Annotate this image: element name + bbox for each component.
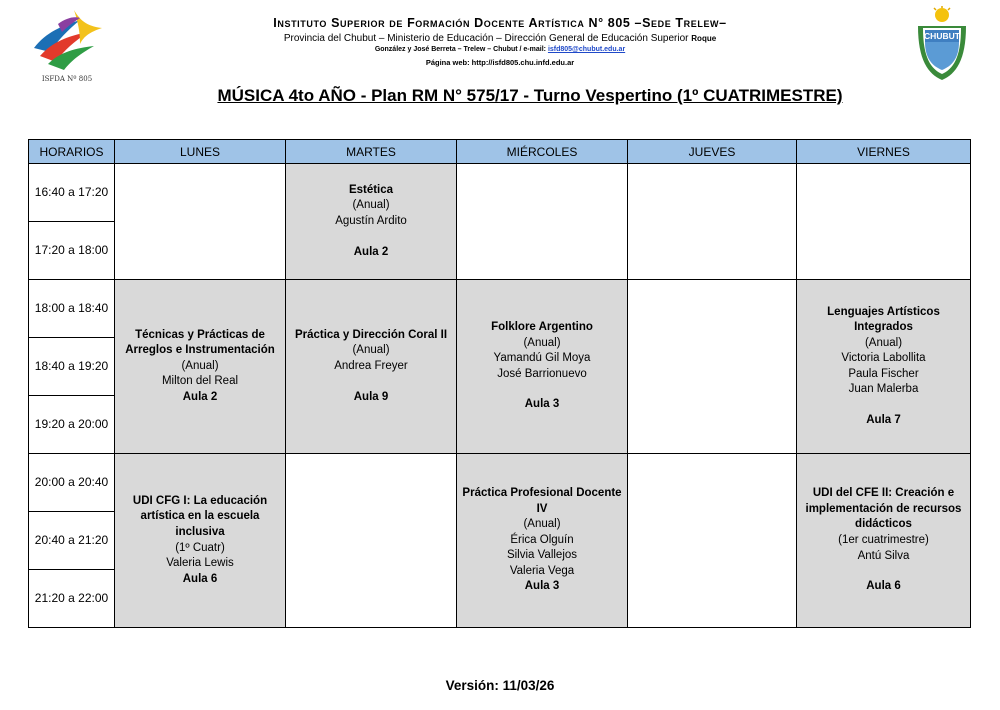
empty-cell: [457, 164, 628, 280]
teacher-name: Victoria Labollita: [841, 352, 926, 365]
subject-name: Lenguajes Artísticos Integrados: [827, 305, 940, 334]
time-slot: 20:40 a 21:20: [29, 512, 115, 570]
teacher-name: José Barrionuevo: [497, 367, 587, 380]
class-block-udi-cfg: [115, 454, 286, 628]
province-tail: Roque: [691, 34, 717, 44]
class-block-practica: [457, 454, 628, 628]
table-row: [29, 454, 971, 512]
shield-text: CHUBUT: [924, 31, 960, 41]
subject-period: (Anual): [352, 344, 390, 357]
empty-cell: [115, 164, 286, 280]
subject-period: (Anual): [523, 518, 561, 531]
time-slot: 18:00 a 18:40: [29, 280, 115, 338]
empty-cell: [628, 280, 797, 454]
province-text: Provincia del Chubut – Ministerio de Educación – Dirección General de Educación Superior: [283, 33, 689, 45]
institute-name: Instituto Superior de Formación Docente Artística N° 805 –Sede Trelew–: [273, 16, 727, 30]
empty-cell: [628, 164, 797, 280]
empty-cell: [286, 454, 457, 628]
class-block-coral: [286, 280, 457, 454]
province-line: [180, 33, 820, 45]
teacher-name: Milton del Real: [161, 375, 239, 388]
subject-period: (Anual): [352, 199, 390, 212]
letterhead: [180, 16, 820, 68]
room-label: Aula 2: [182, 390, 218, 403]
teacher-name: Valeria Lewis: [166, 557, 234, 570]
subject-period: (1º Cuatr): [175, 541, 225, 554]
teacher-name: Agustín Ardito: [335, 215, 407, 227]
subject-name: UDI del CFE II: Creación e implementación de recursos didácticos: [805, 487, 962, 531]
col-jueves: JUEVES: [628, 140, 797, 164]
table-row: [29, 164, 971, 222]
class-block-udi-cfe: [797, 454, 971, 628]
class-block-estetica: [286, 164, 457, 280]
room-label: Aula 6: [866, 580, 901, 593]
logo-caption: ISFDA Nº 805: [41, 75, 93, 83]
subject-name: Técnicas y Prácticas de Arreglos e Instrumentación: [125, 328, 275, 357]
teacher-name: Silvia Vallejos: [506, 549, 578, 562]
web-line: [180, 59, 820, 68]
teacher-name: Érica Olguín: [510, 533, 574, 546]
chubut-shield: [914, 6, 970, 82]
time-slot: 20:00 a 20:40: [29, 454, 115, 512]
version-label: Versión: 11/03/26: [445, 678, 555, 693]
col-miercoles: MIÉRCOLES: [457, 140, 628, 164]
time-slot: 18:40 a 19:20: [29, 338, 115, 396]
time-slot: 16:40 a 17:20: [29, 164, 115, 222]
subject-name: Práctica Profesional Docente IV: [462, 487, 622, 515]
subject-period: (Anual): [181, 359, 219, 372]
table-row: [29, 280, 971, 338]
col-viernes: VIERNES: [797, 140, 971, 164]
institute-logo: [28, 6, 106, 88]
class-block-lenguajes: [797, 280, 971, 454]
room-label: Aula 9: [353, 390, 389, 403]
subject-name: Práctica y Dirección Coral II: [294, 328, 448, 341]
room-label: Aula 3: [524, 580, 560, 593]
room-label: Aula 7: [866, 413, 901, 426]
isfda-logo-icon: [28, 6, 106, 72]
subject-period: (1er cuatrimestre): [838, 534, 929, 546]
subject-name: Folklore Argentino: [491, 321, 593, 334]
time-slot: 21:20 a 22:00: [29, 570, 115, 628]
email-link[interactable]: isfd805@chubut.edu.ar: [547, 45, 626, 53]
room-label: Aula 2: [353, 245, 389, 258]
time-slot: 19:20 a 20:00: [29, 396, 115, 454]
empty-cell: [628, 454, 797, 628]
chubut-shield-icon: [914, 6, 970, 82]
teacher-name: Valeria Vega: [509, 564, 575, 577]
room-label: Aula 3: [524, 398, 560, 411]
teacher-name: Paula Fischer: [848, 367, 919, 380]
subject-period: (Anual): [523, 336, 561, 349]
address-line: [180, 46, 820, 54]
page-title: MÚSICA 4to AÑO - Plan RM N° 575/17 - Turno Vespertino (1º CUATRIMESTRE): [217, 86, 843, 105]
header-row: [29, 140, 971, 164]
web-label: Página web:: [425, 57, 470, 67]
subject-name: UDI CFG I: La educación artística en la escuela inclusiva: [132, 494, 268, 538]
teacher-name: Antú Silva: [857, 549, 910, 562]
teacher-name: Juan Malerba: [848, 383, 919, 396]
col-horarios: HORARIOS: [29, 140, 115, 164]
teacher-name: Yamandú Gil Moya: [493, 352, 591, 365]
class-block-folklore: [457, 280, 628, 454]
col-lunes: LUNES: [115, 140, 286, 164]
subject-name: Estética: [348, 183, 394, 196]
room-label: Aula 6: [182, 572, 218, 585]
teacher-name: Andrea Freyer: [334, 360, 408, 372]
timetable: [28, 139, 971, 628]
empty-cell: [797, 164, 971, 280]
address-text: González y José Berreta – Trelew – Chubut / e-mail:: [374, 45, 546, 53]
web-url[interactable]: http://isfd805.chu.infd.edu.ar: [471, 57, 575, 67]
col-martes: MARTES: [286, 140, 457, 164]
subject-period: (Anual): [864, 336, 903, 349]
class-block-tecnicas: [115, 280, 286, 454]
time-slot: 17:20 a 18:00: [29, 222, 115, 280]
